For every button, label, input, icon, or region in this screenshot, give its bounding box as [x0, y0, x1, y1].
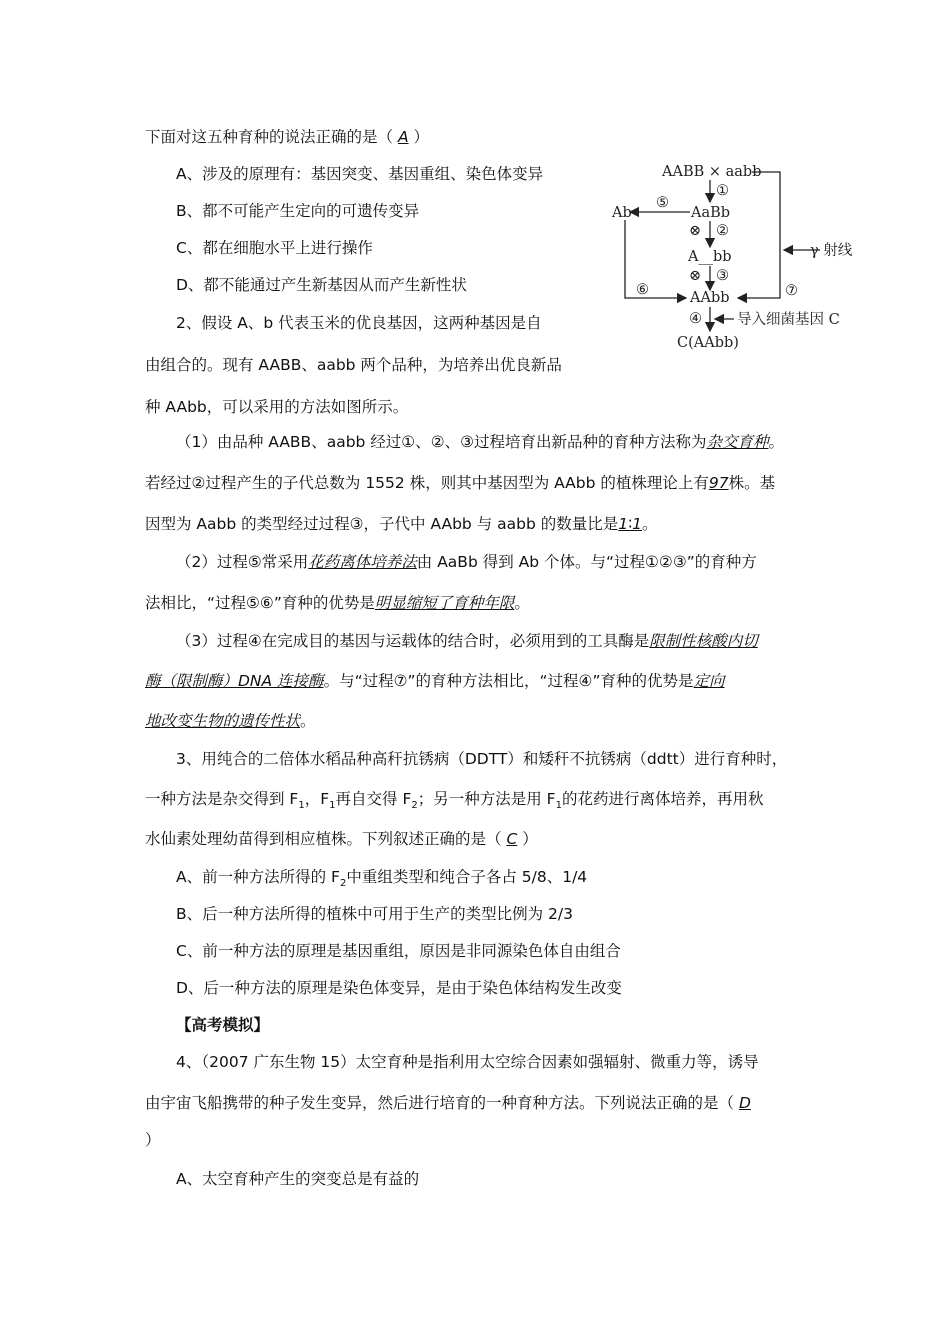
q2-part2-text-c: 法相比，“过程⑤⑥”育种的优势是 — [145, 594, 375, 612]
q4-option-a: A、太空育种产生的突变总是有益的 — [176, 1170, 420, 1188]
q3-option-c: C、前一种方法的原理是基因重组，原因是非同源染色体自由组合 — [176, 942, 621, 960]
q3-option-b: B、后一种方法所得的植株中可用于生产的类型比例为 2/3 — [176, 905, 574, 923]
q2-part2-line1 — [176, 551, 757, 573]
q2-intro-line-3: 种 AAbb，可以采用的方法如图所示。 — [145, 398, 409, 416]
q3-line1: 3、用纯合的二倍体水稻品种高秆抗锈病（DDTT）和矮秆不抗锈病（ddtt）进行育种时， — [176, 750, 788, 768]
q2-part2-text-b: 由 AaBb 得到 Ab 个体。与“过程①②③”的育种方 — [416, 553, 757, 571]
label-gene-c: 导入细菌基因 C — [737, 312, 840, 328]
q1-option-b: B、都不可能产生定向的可遗传变异 — [176, 202, 420, 220]
q2-part1-line3 — [145, 513, 658, 535]
label-step2: ② — [716, 223, 729, 239]
q2-part1-line1 — [176, 431, 784, 453]
q2-intro-line-1: 2、假设 A、b 代表玉米的优良基因，这两种基因是自 — [176, 314, 542, 332]
q2-part1-text-c: 若经过②过程产生的子代总数为 1552 株，则其中基因型为 AAbb 的植株理论上有 — [145, 474, 709, 492]
arrow-step6 — [625, 220, 686, 298]
q3-line2-d: ；另一种方法是用 F — [417, 790, 556, 808]
q2-part1-text-e: 因型为 Aabb 的类型经过过程③，子代中 AAbb 与 aabb 的数量比是 — [145, 515, 619, 533]
q3-sub-3: 2 — [411, 800, 418, 812]
q2-part2-line2 — [145, 592, 530, 614]
q1-stem-end: ） — [413, 128, 430, 146]
q2-part3-line1 — [176, 630, 758, 652]
label-self-cross-1: ⊗ — [689, 223, 702, 239]
q3-option-a-text-a: A、前一种方法所得的 F — [176, 868, 340, 886]
section-heading: 【高考模拟】 — [176, 1016, 270, 1034]
arrow-step7 — [738, 172, 780, 298]
q2-part2-text-a: （2）过程⑤常采用 — [176, 553, 309, 571]
diagram-target: AAbb — [690, 290, 730, 306]
q4-line1: 4、（2007 广东生物 15）太空育种是指利用太空综合因素如强辐射、微重力等，诱导 — [176, 1053, 759, 1071]
q3-line2 — [145, 788, 763, 810]
q2-intro-line-2: 由组合的。现有 AABB、aabb 两个品种，为培养出优良新品 — [145, 356, 562, 374]
q2-part3-answer-1b: 酶（限制酶）DNA 连接酶 — [145, 672, 324, 690]
q2-part1-answer-2: 97 — [708, 474, 729, 492]
label-gamma: γ 射线 — [810, 243, 853, 259]
q2-part3-text-c: 。 — [300, 712, 316, 730]
q2-part3-answer-2a: 定向 — [693, 672, 725, 690]
q2-part3-line2 — [145, 670, 725, 692]
q2-part3-answer-2b: 地改变生物的遗传性状 — [145, 712, 301, 730]
q3-line2-e: 的花药进行离体培养，再用秋 — [561, 790, 764, 808]
q2-part1-answer-1: 杂交育种 — [706, 433, 769, 451]
q3-option-a-sub: 2 — [339, 878, 347, 890]
q2-part1-text-a: （1）由品种 AABB、aabb 经过①、②、③过程培育出新品种的育种方法称为 — [176, 433, 707, 451]
q1-option-d: D、都不能通过产生新基因从而产生新性状 — [176, 276, 467, 294]
q3-sub-2: 1 — [329, 800, 336, 812]
q3-line2-b: ，F — [304, 790, 330, 808]
q4-line3: ） — [145, 1131, 161, 1149]
q4-answer: D — [738, 1094, 751, 1112]
q3-line3 — [145, 828, 538, 850]
label-step7: ⑦ — [785, 283, 798, 299]
label-step5: ⑤ — [656, 195, 669, 211]
breeding-diagram — [600, 155, 870, 355]
q2-part3-text-a: （3）过程④在完成目的基因与运载体的结合时，必须用到的工具酶是 — [176, 632, 650, 650]
diagram-final: C(AAbb) — [677, 335, 739, 351]
diagram-haploid: Ab — [612, 205, 632, 221]
q4-line2 — [145, 1092, 751, 1114]
q1-answer: A — [397, 128, 409, 146]
diagram-parents: AABB × aabb — [662, 164, 762, 180]
q3-line2-c: 再自交得 F — [335, 790, 412, 808]
q1-option-a: A、涉及的原理有：基因突变、基因重组、染色体变异 — [176, 165, 544, 183]
q3-line3-a: 水仙素处理幼苗得到相应植株。下列叙述正确的是（ — [145, 830, 502, 848]
q1-stem-text: 下面对这五种育种的说法正确的是（ — [145, 128, 394, 146]
q2-part3-line3 — [145, 710, 316, 732]
q1-option-c: C、都在细胞水平上进行操作 — [176, 239, 373, 257]
q2-part1-text-d: 株。基 — [728, 474, 776, 492]
label-step4: ④ — [689, 311, 702, 327]
q3-sub-1: 1 — [298, 800, 305, 812]
q4-line2-text: 由宇宙飞船携带的种子发生变异，然后进行培育的一种育种方法。下列说法正确的是（ — [145, 1094, 735, 1112]
q2-part3-answer-1a: 限制性核酸内切 — [649, 632, 758, 650]
label-step1: ① — [716, 183, 729, 199]
q2-part1-line2 — [145, 472, 775, 494]
q3-sub-4: 1 — [555, 800, 562, 812]
q3-option-d: D、后一种方法的原理是染色体变异，是由于染色体结构发生改变 — [176, 979, 622, 997]
q2-part2-answer-1: 花药离体培养法 — [308, 553, 417, 571]
diagram-f2: A__bb — [688, 249, 732, 265]
q1-stem — [145, 126, 429, 148]
q2-part1-text-f: 。 — [642, 515, 658, 533]
q2-part2-text-d: 。 — [514, 594, 530, 612]
q3-line3-b: ） — [522, 830, 538, 848]
q2-part1-answer-3: 1∶1 — [618, 515, 642, 533]
label-step6: ⑥ — [636, 282, 649, 298]
q3-line2-a: 一种方法是杂交得到 F — [145, 790, 299, 808]
q3-option-a-text-b: 中重组类型和纯合子各占 5/8、1/4 — [346, 868, 588, 886]
q3-option-a — [176, 866, 587, 888]
q2-part3-text-b: 。与“过程⑦”的育种方法相比，“过程④”育种的优势是 — [323, 672, 694, 690]
q2-part1-text-b: 。 — [768, 433, 785, 451]
q2-part2-answer-2: 明显缩短了育种年限 — [374, 594, 515, 612]
label-self-cross-2: ⊗ — [689, 268, 702, 284]
diagram-f1: AaBb — [691, 205, 731, 221]
label-step3: ③ — [716, 268, 729, 284]
q3-answer: C — [506, 830, 518, 848]
